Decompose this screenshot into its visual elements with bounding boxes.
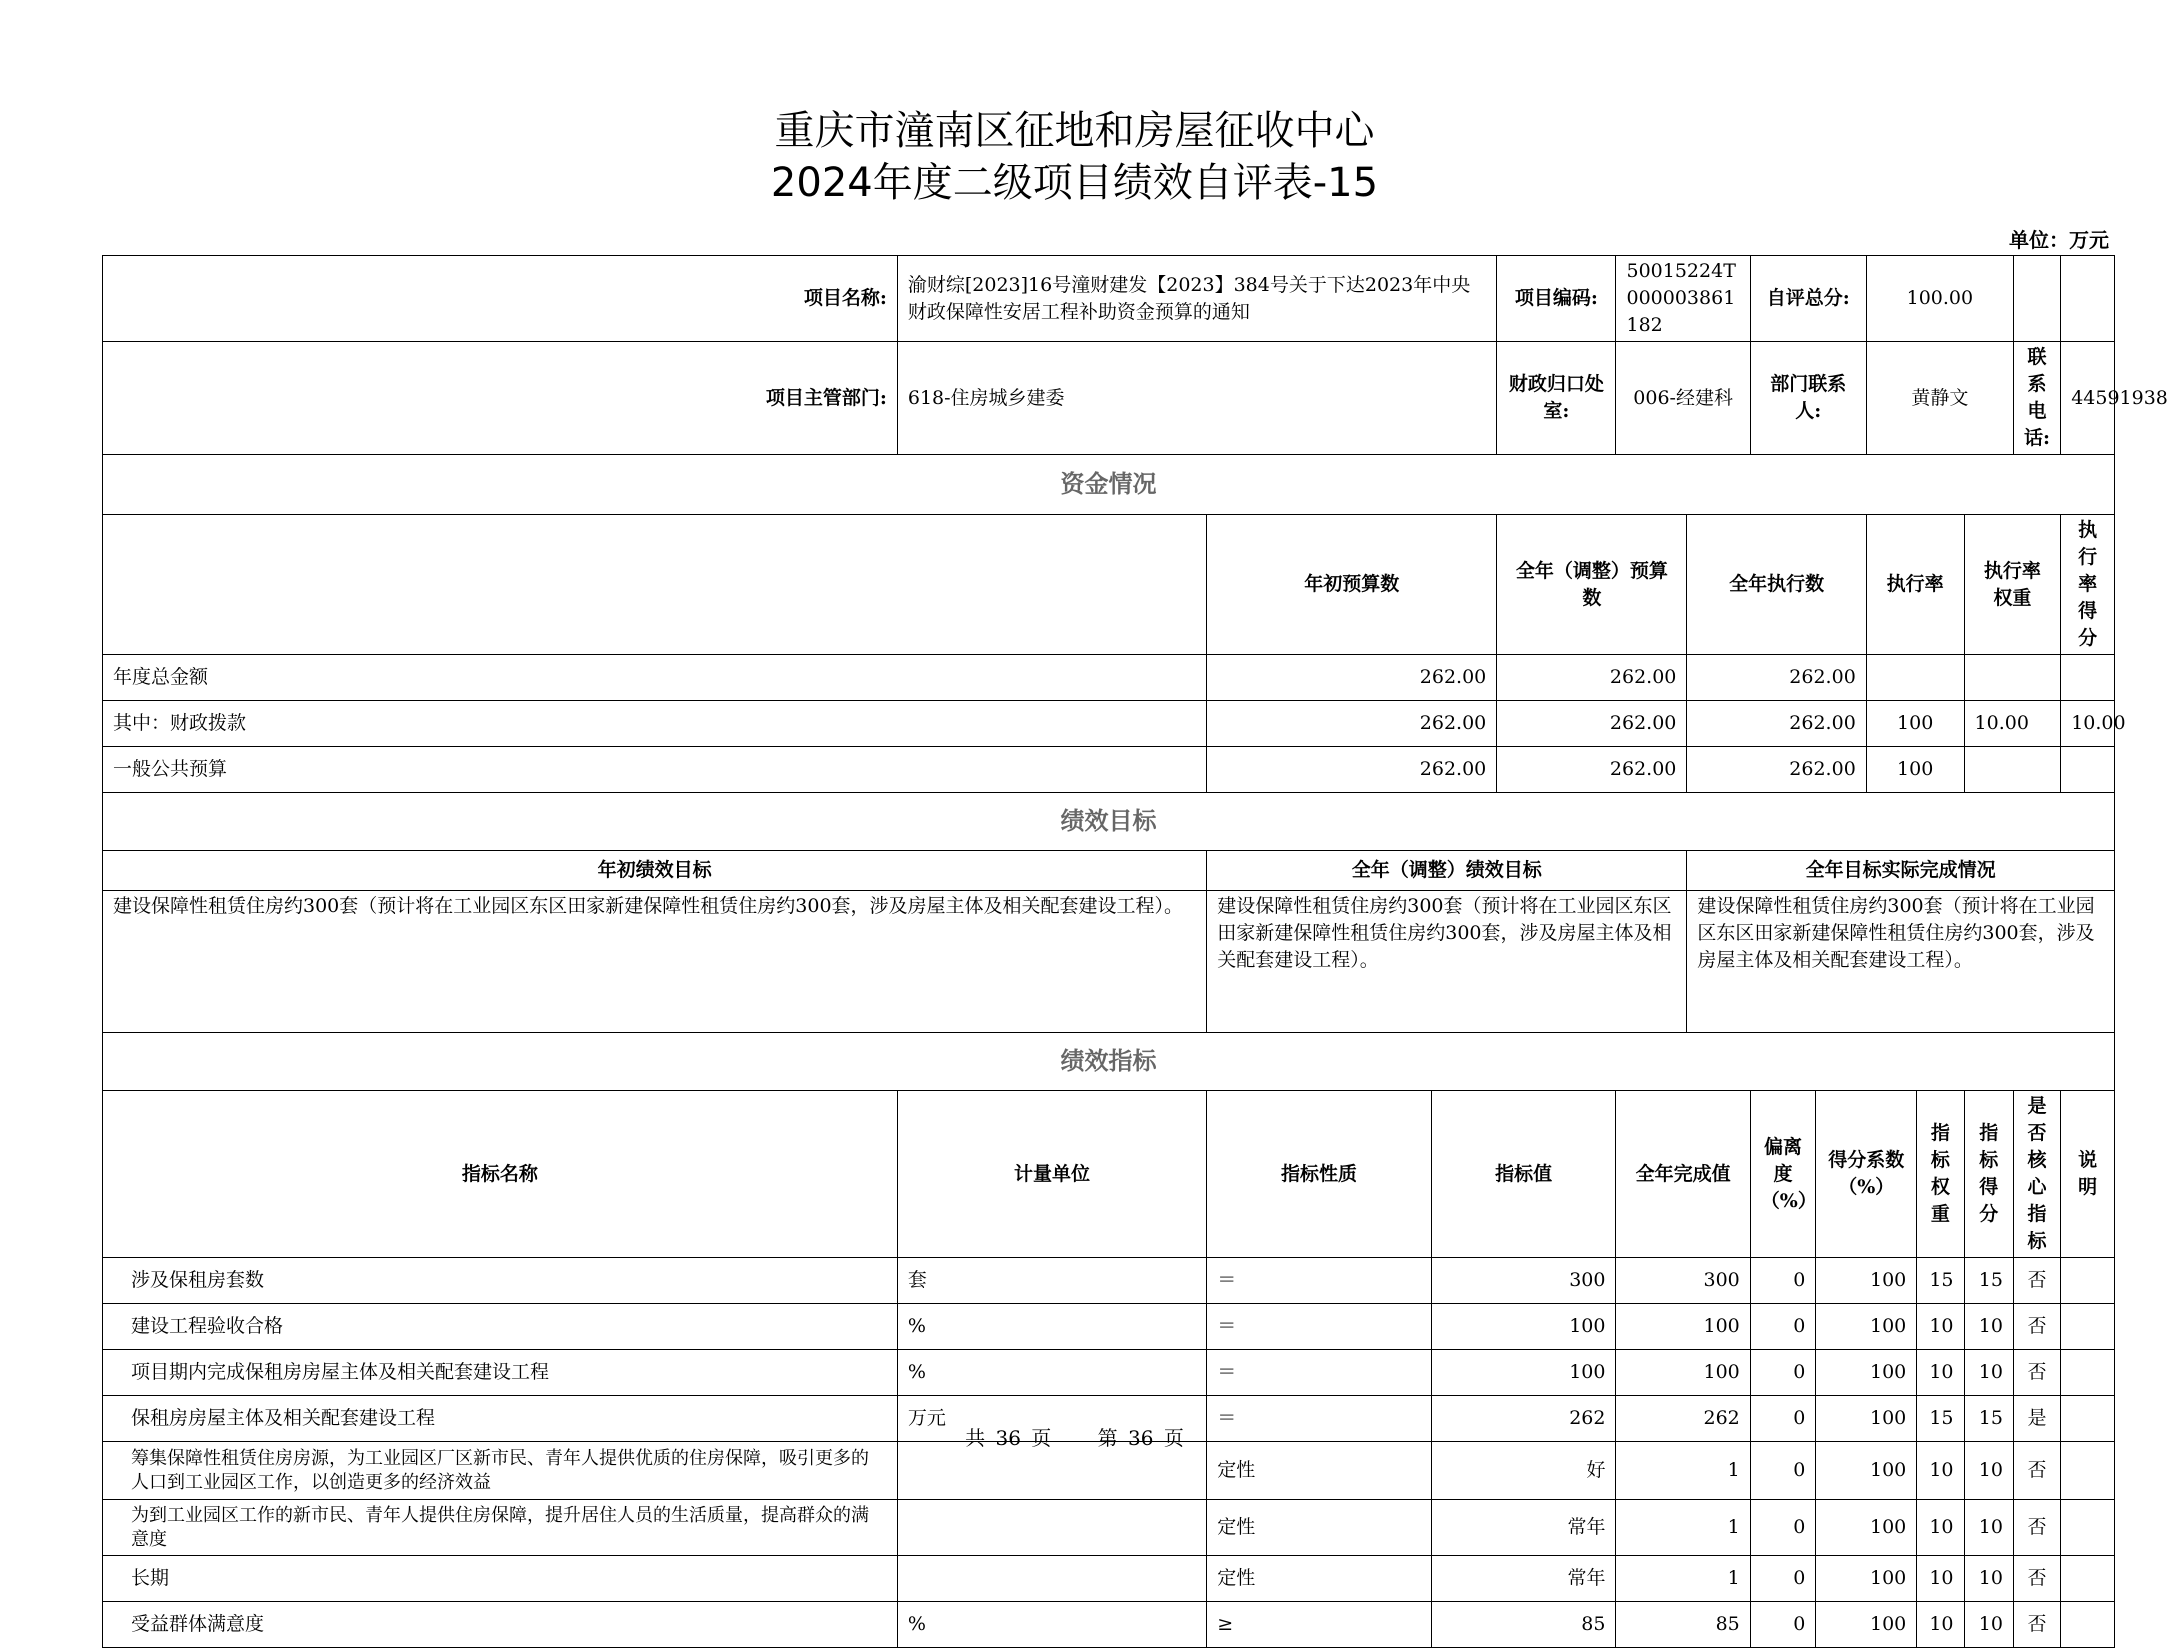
ind-name: 项目期内完成保租房房屋主体及相关配套建设工程: [103, 1350, 898, 1396]
ind-weight: 10: [1917, 1602, 1964, 1648]
ind-target: 常年: [1431, 1500, 1616, 1556]
dept-label: 项目主管部门:: [103, 342, 898, 455]
funds-row-name: 年度总金额: [103, 655, 1207, 701]
indicators-section-title: 绩效指标: [103, 1033, 2115, 1091]
contact-value: 黄静文: [1866, 342, 2013, 455]
ind-score: 15: [1964, 1258, 2013, 1304]
ind-actual: 1: [1616, 1500, 1750, 1556]
phone-value: 44591938: [2061, 342, 2115, 455]
funds-row-weight: 10.00: [1964, 701, 2061, 747]
funds-row-weight: [1964, 655, 2061, 701]
goals-header-initial: 年初绩效目标: [103, 851, 1207, 891]
ind-target: 262: [1431, 1396, 1616, 1442]
ind-unit: %: [897, 1350, 1206, 1396]
ind-header-name: 指标名称: [103, 1091, 898, 1258]
ind-unit: %: [897, 1602, 1206, 1648]
funds-row-score: [2061, 747, 2115, 793]
indicator-row: [103, 1304, 2115, 1350]
ind-nature: ＝: [1207, 1350, 1431, 1396]
goal-initial: 建设保障性租赁住房约300套（预计将在工业园区东区田家新建保障性租赁住房约300套，涉及房屋主体及相关配套建设工程）。: [103, 891, 1207, 1033]
funds-row-initial: 262.00: [1207, 747, 1497, 793]
ind-target: 100: [1431, 1350, 1616, 1396]
ind-score: 10: [1964, 1556, 2013, 1602]
funds-row-initial: 262.00: [1207, 655, 1497, 701]
dept-value: 618-住房城乡建委: [897, 342, 1496, 455]
ind-target: 85: [1431, 1602, 1616, 1648]
ind-weight: 10: [1917, 1350, 1964, 1396]
ind-header-nature: 指标性质: [1207, 1091, 1431, 1258]
funds-header-score: 执行率得分: [2061, 515, 2115, 655]
ind-dev: 0: [1750, 1304, 1816, 1350]
indicator-row: [103, 1602, 2115, 1648]
office-label: 财政归口处室:: [1497, 342, 1616, 455]
funds-row-name: 一般公共预算: [103, 747, 1207, 793]
ind-target: 100: [1431, 1304, 1616, 1350]
ind-unit: 套: [897, 1258, 1206, 1304]
ind-unit: [897, 1500, 1206, 1556]
ind-target: 300: [1431, 1258, 1616, 1304]
office-value: 006-经建科: [1616, 342, 1750, 455]
ind-name: 受益群体满意度: [103, 1602, 898, 1648]
funds-row-rate: 100: [1866, 747, 1964, 793]
ind-nature: ＝: [1207, 1258, 1431, 1304]
project-name-label: 项目名称:: [103, 256, 898, 342]
blank-cell: [2061, 256, 2115, 342]
ind-header-weight: 指标权重: [1917, 1091, 1964, 1258]
funds-row-weight: [1964, 747, 2061, 793]
ind-score: 10: [1964, 1304, 2013, 1350]
ind-note: [2061, 1304, 2115, 1350]
ind-header-unit: 计量单位: [897, 1091, 1206, 1258]
goals-row: [103, 891, 2115, 1033]
ind-header-actual: 全年完成值: [1616, 1091, 1750, 1258]
funds-row-adjusted: 262.00: [1497, 655, 1687, 701]
ind-weight: 10: [1917, 1442, 1964, 1500]
ind-core: 否: [2013, 1500, 2060, 1556]
funds-row-executed: 262.00: [1687, 655, 1866, 701]
ind-dev: 0: [1750, 1602, 1816, 1648]
funds-row-initial: 262.00: [1207, 701, 1497, 747]
goal-adjusted: 建设保障性租赁住房约300套（预计将在工业园区东区田家新建保障性租赁住房约300套，涉及房屋主体及相关配套建设工程）。: [1207, 891, 1687, 1033]
ind-actual: 1: [1616, 1442, 1750, 1500]
ind-actual: 1: [1616, 1556, 1750, 1602]
indicator-row: [103, 1500, 2115, 1556]
ind-note: [2061, 1556, 2115, 1602]
ind-note: [2061, 1350, 2115, 1396]
phone-label: 联系电话:: [2013, 342, 2060, 455]
self-score: 100.00: [1866, 256, 2013, 342]
funds-row-executed: 262.00: [1687, 701, 1866, 747]
self-score-label: 自评总分:: [1750, 256, 1866, 342]
ind-name: 保租房房屋主体及相关配套建设工程: [103, 1396, 898, 1442]
funds-header-initial: 年初预算数: [1207, 515, 1497, 655]
ind-header-score: 指标得分: [1964, 1091, 2013, 1258]
ind-core: 否: [2013, 1258, 2060, 1304]
funds-header-adjusted: 全年（调整）预算数: [1497, 515, 1687, 655]
ind-core: 否: [2013, 1350, 2060, 1396]
ind-name: 长期: [103, 1556, 898, 1602]
indicator-row: [103, 1350, 2115, 1396]
ind-header-note: 说明: [2061, 1091, 2115, 1258]
ind-header-coef: 得分系数（%）: [1816, 1091, 1917, 1258]
indicators-header-row: [103, 1091, 2115, 1258]
ind-nature: ＝: [1207, 1396, 1431, 1442]
ind-actual: 100: [1616, 1304, 1750, 1350]
ind-coef: 100: [1816, 1350, 1917, 1396]
funds-row: [103, 655, 2115, 701]
ind-dev: 0: [1750, 1350, 1816, 1396]
blank-cell: [2013, 256, 2060, 342]
page-footer: [0, 1422, 2149, 1451]
ind-nature: ≥: [1207, 1602, 1431, 1648]
ind-weight: 15: [1917, 1258, 1964, 1304]
funds-row: [103, 747, 2115, 793]
ind-score: 10: [1964, 1350, 2013, 1396]
ind-header-target: 指标值: [1431, 1091, 1616, 1258]
ind-actual: 300: [1616, 1258, 1750, 1304]
ind-dev: 0: [1750, 1396, 1816, 1442]
project-code: 50015224T000003861182: [1616, 256, 1750, 342]
funds-header-row: [103, 515, 2115, 655]
ind-note: [2061, 1500, 2115, 1556]
ind-name: 筹集保障性租赁住房房源，为工业园区厂区新市民、青年人提供优质的住房保障，吸引更多的人口到工业园区工作，以创造更多的经济效益: [103, 1442, 898, 1500]
document-title: 重庆市潼南区征地和房屋征收中心: [774, 108, 1375, 154]
unit-label: 单位：万元: [2009, 228, 2109, 252]
project-name: 渝财综[2023]16号潼财建发【2023】384号关于下达2023年中央财政保障性安居工程补助资金预算的通知: [897, 256, 1496, 342]
document-subtitle: 2024年度二级项目绩效自评表-15: [770, 160, 1379, 206]
ind-score: 10: [1964, 1442, 2013, 1500]
funds-row-score: 10.00: [2061, 701, 2115, 747]
funds-row: [103, 701, 2115, 747]
funds-row-name: 其中：财政拨款: [103, 701, 1207, 747]
goals-header-actual: 全年目标实际完成情况: [1687, 851, 2115, 891]
ind-nature: 定性: [1207, 1500, 1431, 1556]
funds-row-score: [2061, 655, 2115, 701]
ind-coef: 100: [1816, 1500, 1917, 1556]
goals-header-row: [103, 851, 2115, 891]
ind-dev: 0: [1750, 1556, 1816, 1602]
indicator-row: [103, 1258, 2115, 1304]
funds-header-rate: 执行率: [1866, 515, 1964, 655]
ind-coef: 100: [1816, 1442, 1917, 1500]
goal-actual: 建设保障性租赁住房约300套（预计将在工业园区东区田家新建保障性租赁住房约300套，涉及房屋主体及相关配套建设工程）。: [1687, 891, 2115, 1033]
page-current: 第 36 页: [1097, 1426, 1184, 1450]
funds-section-title: 资金情况: [103, 455, 2115, 515]
project-row-2: [103, 342, 2115, 455]
ind-score: 10: [1964, 1602, 2013, 1648]
page-total: 共 36 页: [965, 1426, 1052, 1450]
ind-nature: ＝: [1207, 1304, 1431, 1350]
ind-unit: [897, 1556, 1206, 1602]
ind-core: 否: [2013, 1602, 2060, 1648]
ind-dev: 0: [1750, 1442, 1816, 1500]
ind-unit: %: [897, 1304, 1206, 1350]
funds-row-rate: 100: [1866, 701, 1964, 747]
ind-note: [2061, 1258, 2115, 1304]
ind-coef: 100: [1816, 1396, 1917, 1442]
ind-coef: 100: [1816, 1258, 1917, 1304]
ind-score: 15: [1964, 1396, 2013, 1442]
ind-dev: 0: [1750, 1500, 1816, 1556]
goals-section-title: 绩效目标: [103, 793, 2115, 851]
ind-weight: 10: [1917, 1556, 1964, 1602]
funds-row-rate: [1866, 655, 1964, 701]
project-code-label: 项目编码:: [1497, 256, 1616, 342]
ind-weight: 10: [1917, 1304, 1964, 1350]
ind-name: 建设工程验收合格: [103, 1304, 898, 1350]
ind-coef: 100: [1816, 1304, 1917, 1350]
ind-dev: 0: [1750, 1258, 1816, 1304]
ind-core: 否: [2013, 1556, 2060, 1602]
ind-core: 是: [2013, 1396, 2060, 1442]
funds-header-executed: 全年执行数: [1687, 515, 1866, 655]
ind-weight: 15: [1917, 1396, 1964, 1442]
ind-actual: 85: [1616, 1602, 1750, 1648]
ind-unit: 万元: [897, 1396, 1206, 1442]
ind-nature: 定性: [1207, 1442, 1431, 1500]
ind-target: 常年: [1431, 1556, 1616, 1602]
ind-actual: 262: [1616, 1396, 1750, 1442]
ind-actual: 100: [1616, 1350, 1750, 1396]
funds-header-weight: 执行率权重: [1964, 515, 2061, 655]
funds-row-adjusted: 262.00: [1497, 701, 1687, 747]
project-row-1: [103, 256, 2115, 342]
funds-row-adjusted: 262.00: [1497, 747, 1687, 793]
funds-row-executed: 262.00: [1687, 747, 1866, 793]
indicator-row: [103, 1556, 2115, 1602]
ind-note: [2061, 1602, 2115, 1648]
ind-header-core: 是否核心指标: [2013, 1091, 2060, 1258]
ind-header-dev: 偏离度（%）: [1750, 1091, 1816, 1258]
goals-header-adjusted: 全年（调整）绩效目标: [1207, 851, 1687, 891]
ind-name: 为到工业园区工作的新市民、青年人提供住房保障，提升居住人员的生活质量，提高群众的满意度: [103, 1500, 898, 1556]
ind-nature: 定性: [1207, 1556, 1431, 1602]
ind-score: 10: [1964, 1500, 2013, 1556]
ind-name: 涉及保租房套数: [103, 1258, 898, 1304]
ind-core: 否: [2013, 1304, 2060, 1350]
ind-coef: 100: [1816, 1602, 1917, 1648]
funds-header-blank: [103, 515, 1207, 655]
ind-target: 好: [1431, 1442, 1616, 1500]
contact-label: 部门联系人:: [1750, 342, 1866, 455]
ind-core: 否: [2013, 1442, 2060, 1500]
ind-coef: 100: [1816, 1556, 1917, 1602]
ind-weight: 10: [1917, 1500, 1964, 1556]
